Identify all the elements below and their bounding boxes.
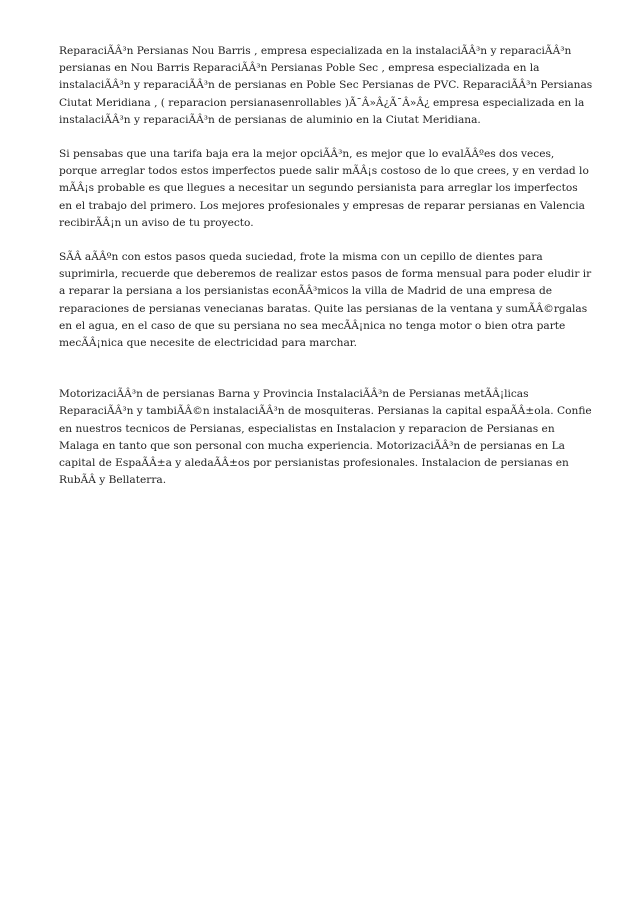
paragraph-limpieza-persianas: SÃÂ aÃÂºn con estos pasos queda suciedad, frote la misma con un cepillo de dientes para suprimirla, recuerde que deberemos de realizar estos pasos de forma mensual para poder eludir ir a reparar la persiana a los persianistas econÃÂ³micos la villa de Madrid de una empresa de reparaciones de persianas venecianas baratas. Quite las persianas de la ventana y sumÃÂ©rgalas en el agua, en el caso de que su persiana no sea mecÃÂ¡nica no tenga motor o bien otra parte mecÃÂ¡nica que necesite de electricidad para marchar.: [59, 251, 592, 350]
paragraph-motorizacion: MotorizaciÃÂ³n de persianas Barna y Provincia InstalaciÃÂ³n de Persianas metÃÂ¡licas ReparaciÃÂ³n y tambiÃÂ©n instalaciÃÂ³n de mosquiteras. Persianas la capital espaÃÂ±ola. Confie en nuestros tecnicos de Persianas, especialistas en Instalacion y reparacion de Persianas en Malaga en tanto que son personal con mucha experiencia. MotorizaciÃÂ³n de persianas en La capital de EspaÃÂ±a y aledaÃÂ±os por persianistas profesionales. Instalacion de persianas en RubÃÂ y Bellaterra.: [59, 388, 592, 487]
paragraph-tarifa-baja: Si pensabas que una tarifa baja era la mejor opciÃÂ³n, es mejor que lo evalÃÂºes dos veces, porque arreglar todos estos imperfectos puede salir mÃÂ¡s costoso de lo que crees, y en verdad lo mÃÂ¡s probable es que llegues a necesitar un segundo persianista para arreglar los imperfectos en el trabajo del primero. Los mejores profesionales y empresas de reparar persianas en Valencia recibirÃÂ¡n un aviso de tu proyecto.: [59, 148, 589, 229]
document-body: [59, 43, 594, 489]
paragraph-persianas-barcelona: ReparaciÃÂ³n Persianas Nou Barris , empresa especializada en la instalaciÃÂ³n y reparaciÃÂ³n persianas en Nou Barris ReparaciÃÂ³n Persianas Poble Sec , empresa especializada en la instalaciÃÂ³n y reparaciÃÂ³n de persianas en Poble Sec Persianas de PVC. ReparaciÃÂ³n Persianas Ciutat Meridiana , ( reparacion persianasenrollables )Ã¯Â»Â¿Ã¯Â»Â¿ empresa especializada en la instalaciÃÂ³n y reparaciÃÂ³n de persianas de aluminio en la Ciutat Meridiana.: [59, 45, 593, 126]
